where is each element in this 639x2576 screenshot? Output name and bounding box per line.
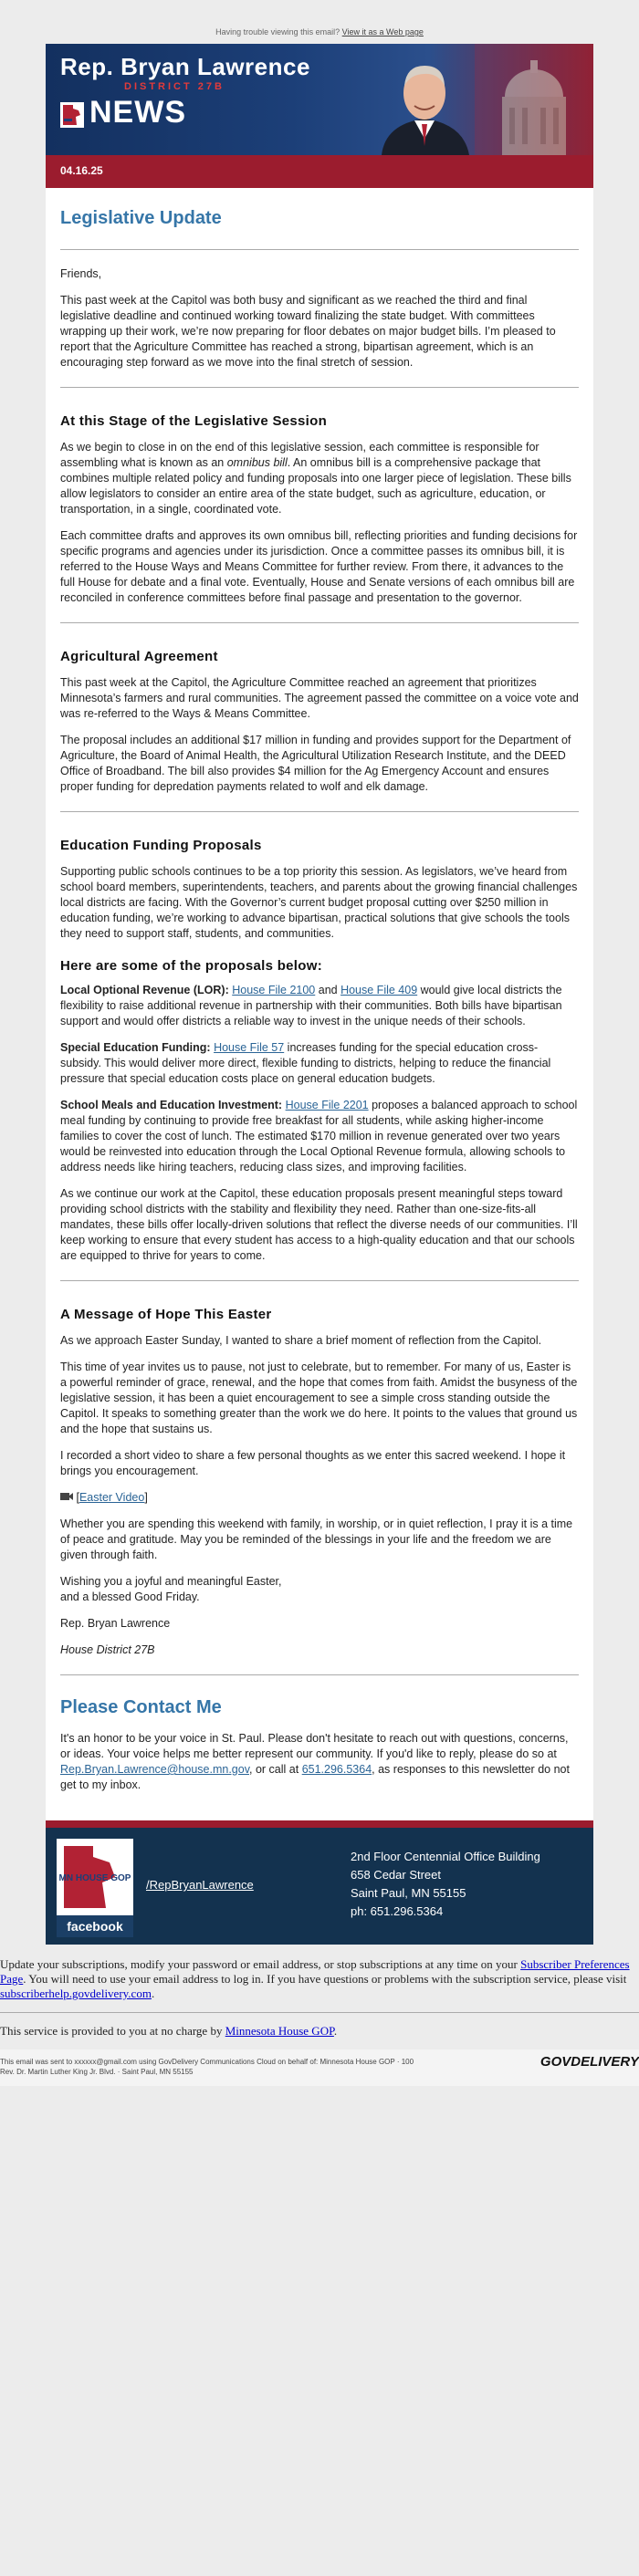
view-web-link[interactable]: View it as a Web page — [341, 27, 424, 37]
address-line-2: 658 Cedar Street — [351, 1868, 442, 1882]
disclaimer — [0, 2049, 639, 2086]
edu-paragraph-final: As we continue our work at the Capitol, these education proposals present meaningful steps toward providing school districts with the stability and flexibility they need. Rather than one-size-fits-all mandates, these bills offer locally-driven solutions that reflect the diverse needs of our communities. I’ll keep working to ensure that every student has access to a high-quality education and that our schools are equipped to thrive for years to come. — [60, 1187, 578, 1262]
subscription-paragraph: Update your subscriptions, modify your password or email address, or stop subscriptions at any time on your Subscriber Preferences Page. You will need to use your email address to log in. If you have questions or problems with the subscription service, please visit subscriberhelp.govdelivery.com. — [0, 1957, 630, 2000]
news-title: NEWS — [89, 95, 186, 130]
divider — [0, 2012, 639, 2013]
capitol-dome-image — [475, 44, 593, 155]
hf2100-link[interactable]: House File 2100 — [232, 984, 316, 996]
contact-paragraph: It's an honor to be your voice in St. Paul. Please don't hesitate to reach out with questions, concerns, or ideas. Your voice helps me better represent our community. If you'd like to reply, please do so at Rep.Bryan.Lawrence@house.mn.gov, or call at 651.296.5364, as responses to this newsletter do not get to my inbox. — [60, 1732, 570, 1791]
divider — [60, 249, 579, 250]
divider — [60, 387, 579, 388]
footer — [46, 1828, 593, 1945]
easter-video-link[interactable]: Easter Video — [79, 1491, 145, 1504]
footer-red-bar — [46, 1820, 593, 1828]
video-camera-icon — [60, 1491, 73, 1502]
house-gop-link[interactable]: Minnesota House GOP — [225, 2024, 334, 2038]
stage-paragraph-2: Each committee drafts and approves its own omnibus bill, reflecting priorities and funding decisions for specific programs and agencies under its jurisdiction. Once a committee passes its omnibus bill, it is referred to the House Ways and Means Committee for further review. From there, it advances to the full House for debate and a final vote. Eventually, House and Senate versions of each omnibus bill are reconciled in conference committees before final passage and presentation to the governor. — [60, 529, 578, 604]
govdelivery-logo: GOVDELIVERY — [539, 2054, 639, 2070]
signature-district: House District 27B — [60, 1643, 155, 1656]
lor-paragraph: Local Optional Revenue (LOR): House File 2100 and House File 409 would give local districts the flexibility to raise additional revenue in partnership with their communities. Both bills have bipartisan support and would offer districts a reliable way to invest in the unique needs of their schools. — [60, 984, 562, 1027]
mn-house-logo-icon — [60, 102, 84, 128]
divider — [60, 622, 579, 623]
signature-name: Rep. Bryan Lawrence — [60, 1617, 171, 1630]
intro-paragraph: This past week at the Capitol was both busy and significant as we reached the third and final legislative deadline and continued working toward finalizing the state budget. With committees wrapping up their work, we’re now preparing for floor debates on major budget bills. I’m pleased to report that the Agriculture Committee has reached a strong, bipartisan agreement, which is an encouraging step forward as we move into the final stretch of session. — [60, 294, 556, 369]
greeting: Friends, — [60, 267, 102, 280]
hf57-link[interactable]: House File 57 — [214, 1041, 285, 1054]
meals-paragraph: School Meals and Education Investment: House File 2201 proposes a balanced approach to school meal funding by continuing to provide free breakfast for all students, while asking higher-income families to cover the cost of lunch. The estimated $170 million in revenue generated over two years would be reinvested into education through the Local Optional Revenue formula, allowing schools to address needs like hiring teachers, reducing class sizes, and improving facilities. — [60, 1099, 578, 1173]
email-link[interactable]: Rep.Bryan.Lawrence@house.mn.gov — [60, 1763, 250, 1776]
contact-heading: Please Contact Me — [60, 1697, 222, 1717]
header-banner — [46, 44, 593, 155]
subscriber-preferences-link[interactable]: Subscriber Preferences Page — [0, 1957, 630, 1986]
stage-heading: At this Stage of the Legislative Session — [60, 413, 328, 429]
district-label: DISTRICT 27B — [124, 81, 225, 92]
easter-video-line: [Easter Video] — [60, 1490, 579, 1506]
proposals-subheading: Here are some of the proposals below: — [60, 958, 323, 974]
easter-paragraph-3: I recorded a short video to share a few personal thoughts as we enter this sacred weekend. I hope it brings you encouragement. — [60, 1449, 566, 1477]
phone-link[interactable]: 651.296.5364 — [301, 1763, 372, 1776]
sped-paragraph: Special Education Funding: House File 57 increases funding for the special education cross-subsidy. This would deliver more direct, flexible funding to districts, helping to reduce the financial pressure that special education costs place on general education budgets. — [60, 1041, 551, 1085]
issue-date: 04.16.25 — [46, 155, 593, 188]
main-content — [46, 208, 593, 1820]
rep-name: Rep. Bryan Lawrence — [60, 53, 310, 80]
divider — [60, 811, 579, 812]
top-notice-text: Having trouble viewing this email? — [215, 27, 340, 37]
top-notice — [0, 0, 639, 44]
house-gop-logo-text: MN HOUSE GOP — [58, 1873, 131, 1883]
easter-paragraph-4: Whether you are spending this weekend with family, in worship, or in quiet reflection, I pray it is a time of peace and gratitude. May you be reminded of the blessings in your life and the freedom we are given through faith. — [60, 1517, 573, 1561]
stage-paragraph-1: As we begin to close in on the end of this legislative session, each committee is responsible for assembling what is known as an omnibus bill. An omnibus bill is a comprehensive package that combines multiple related policy and funding proposals into one larger piece of legislation. These bills allow legislators to consider an entire area of the state budget, such as agriculture, education, or transportation, in a single, coordinated vote. — [60, 441, 571, 516]
office-phone: ph: 651.296.5364 — [351, 1904, 444, 1918]
newsletter-card — [46, 44, 593, 1945]
facebook-logo-icon[interactable] — [57, 1839, 133, 1937]
disclaimer-line-1: This email was sent to xxxxxx@gmail.com using GovDelivery Communications Cloud on behalf of: Minnesota House GOP · 100 — [0, 2058, 414, 2066]
easter-paragraph-2: This time of year invites us to pause, not just to celebrate, but to remember. For many of us, Easter is a powerful reminder of grace, renewal, and the hope that comes from faith. Amidst the busyness of the legislative session, it has been a quiet encouragement to see a simple cross standing outside the Capitol. It speaks to something greater than the work we do here. It points to the values that ground us and the hope that sustains us. — [60, 1361, 578, 1435]
easter-heading: A Message of Hope This Easter — [60, 1307, 272, 1322]
address-line-3: Saint Paul, MN 55155 — [351, 1886, 466, 1900]
divider — [60, 1674, 579, 1675]
facebook-handle-link[interactable]: /RepBryanLawrence — [146, 1878, 254, 1892]
edu-heading: Education Funding Proposals — [60, 838, 262, 853]
address-line-1: 2nd Floor Centennial Office Building — [351, 1850, 540, 1863]
easter-closing: Wishing you a joyful and meaningful Easter, and a blessed Good Friday. — [60, 1575, 282, 1603]
edu-paragraph-1: Supporting public schools continues to be a top priority this session. As legislators, we’ve heard from school board members, superintendents, teachers, and parents about the growing financial challenges local districts are facing. With the Governor’s current budget proposal cutting over $250 million in education funding, we’re working to advance bipartisan, practical solutions that give schools the tools they need to support staff, students, and communities. — [60, 865, 578, 940]
hf2201-link[interactable]: House File 2201 — [285, 1099, 369, 1111]
disclaimer-line-2: Rev. Dr. Martin Luther King Jr. Blvd. · Saint Paul, MN 55155 — [0, 2068, 194, 2076]
subscription-info — [0, 1945, 639, 2039]
subscriber-help-link[interactable]: subscriberhelp.govdelivery.com — [0, 1987, 152, 2000]
page-title: Legislative Update — [60, 208, 222, 228]
ag-heading: Agricultural Agreement — [60, 649, 218, 664]
ag-paragraph-2: The proposal includes an additional $17 million in funding and provides support for the Department of Agriculture, the Board of Animal Health, the Agricultural Utilization Research Institute, and the DEED Office of Broadband. The bill also provides $4 million for the Ag Emergency Account and ensures proper funding for depredation payments related to wolf and elk damage. — [60, 734, 571, 793]
divider — [60, 1280, 579, 1281]
hf409-link[interactable]: House File 409 — [340, 984, 418, 996]
office-address — [351, 1848, 540, 1921]
ag-paragraph-1: This past week at the Capitol, the Agriculture Committee reached an agreement that prioritizes Minnesota’s farmers and rural communities. The agreement passed the committee on a voice vote and was re-referred to the Ways & Means Committee. — [60, 676, 579, 720]
service-provider-paragraph: This service is provided to you at no charge by Minnesota House GOP. — [0, 2024, 338, 2038]
rep-portrait-image — [374, 51, 475, 155]
easter-paragraph-1: As we approach Easter Sunday, I wanted to share a brief moment of reflection from the Capitol. — [60, 1334, 542, 1347]
facebook-wordmark: facebook — [67, 1919, 123, 1934]
